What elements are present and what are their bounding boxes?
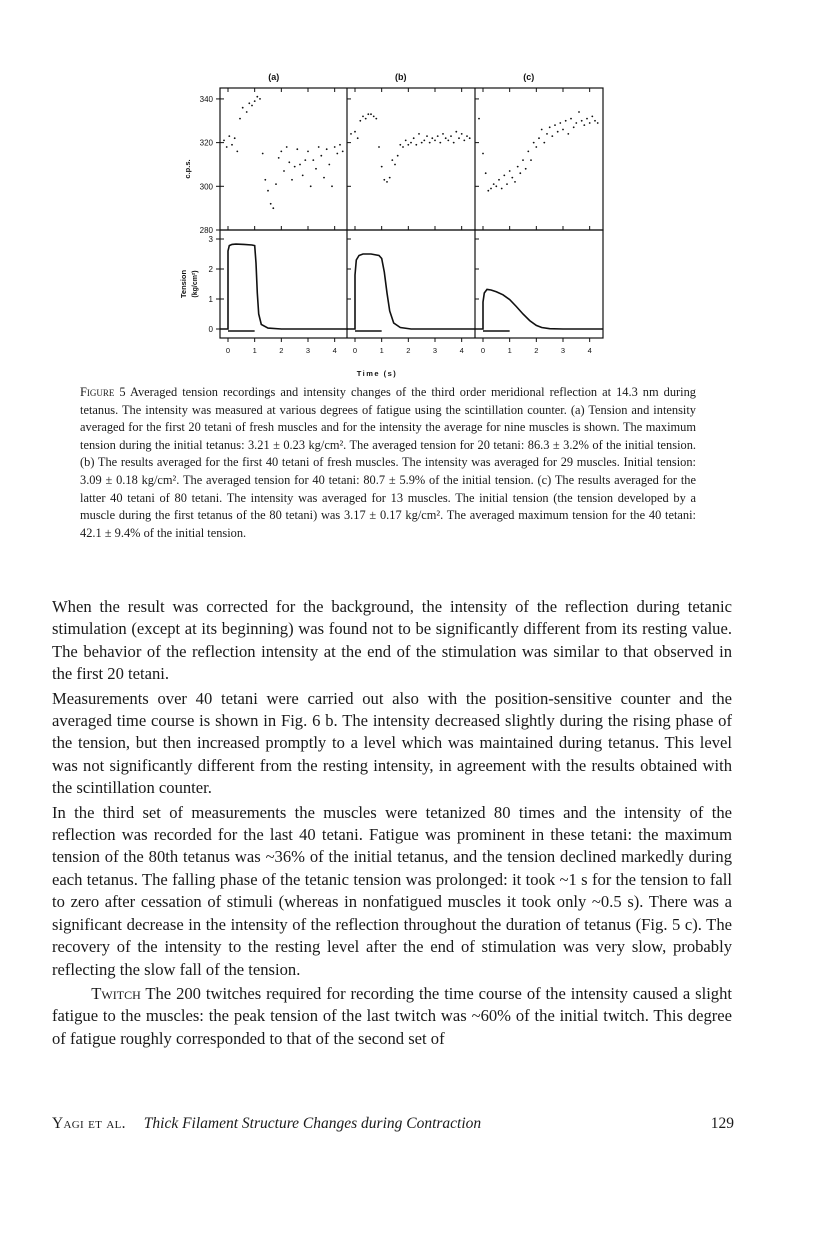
time-tick-label: 2 (279, 346, 284, 355)
time-tick-label: 0 (480, 346, 486, 355)
intensity-point (367, 113, 369, 115)
time-tick-label: 1 (252, 346, 257, 355)
intensity-point (336, 153, 338, 155)
intensity-point (280, 151, 282, 153)
intensity-point (375, 118, 377, 120)
intensity-point (307, 151, 309, 153)
paragraph-3: In the third set of measurements the muscles were tetanized 80 times and the intensity of the reflection was recorded for the last 40 tetani. Fatigue was prominent in these tetani: the maximum tension of the 80th tetanus was ~36% of the initial tetanus, and the tension declined markedly during each tetanus. The falling phase of the tetanic tension was prolonged: it took ~1 s for the tension to fall to zero after cessation of stimuli (whereas in nonfatigued muscles it took only ~0.5 s). There was a significant decrease in the intensity of the reflection throughout the duration of tetanus (Fig. 5 c). The recovery of the intensity to the resting level after the end of stimulation was very slow, probably reflecting the slow fall of the tension. (52, 802, 732, 979)
intensity-point (283, 170, 285, 172)
intensity-point (431, 137, 433, 139)
intensity-point (410, 142, 412, 144)
intensity-point (405, 140, 407, 142)
intensity-point (495, 185, 497, 187)
intensity-point (463, 140, 465, 142)
intensity-point (543, 142, 545, 144)
intensity-point (342, 151, 344, 153)
intensity-point (578, 111, 580, 113)
intensity-point (381, 166, 383, 168)
intensity-point (415, 144, 417, 146)
intensity-point (350, 133, 352, 135)
intensity-point (373, 116, 375, 118)
tension-unit-label: (kg/cm²) (192, 270, 199, 298)
figure-5-chart (170, 60, 620, 380)
intensity-point (365, 118, 367, 120)
cps-tick-label: 280 (199, 226, 213, 235)
intensity-point (299, 164, 301, 166)
intensity-point (551, 135, 553, 137)
intensity-point (583, 124, 585, 126)
intensity-point (323, 177, 325, 179)
intensity-point (575, 122, 577, 124)
cps-tick-label: 340 (199, 94, 213, 104)
tension-tick-label: 0 (208, 325, 213, 334)
intensity-point (357, 137, 359, 139)
body-text (52, 596, 732, 1052)
intensity-point (310, 185, 312, 187)
intensity-point (421, 142, 423, 144)
intensity-point (328, 164, 330, 166)
time-tick-label: 3 (305, 346, 311, 355)
intensity-point (394, 164, 396, 166)
intensity-point (533, 142, 535, 144)
intensity-point (304, 159, 306, 161)
intensity-point (397, 155, 399, 157)
caption-text: Averaged tension recordings and intensity changes of the third order meridional reflection at 14.3 nm during tetanus. The intensity was measured at various degrees of fatigue using the scintillation counter. (a) Tension and intensity averaged for the first 20 tetani of fresh muscles and for the intensity the average for nine muscles is shown. The maximum tension during the initial tetanus: 3.21 ± 0.23 kg/cm². The averaged tension for 20 tetani: 86.3 ± 3.2% of the initial tension. (b) The results averaged for the first 40 tetani of fresh muscles. The intensity was averaged for 29 muscles. Initial tension: 3.09 ± 0.18 kg/cm². The averaged tension for 40 tetani: 80.7 ± 5.9% of the initial tension. (c) The results averaged for the latter 40 tetani of 80 tetani. The intensity was averaged for 13 muscles. The initial tension (the tension developed by a muscle during the first tetanus of the 80 tetani) was 3.17 ± 0.17 kg/cm². The averaged maximum tension for the 40 tetani: 42.1 ± 9.4% of the initial tension. (80, 385, 696, 540)
paragraph-1: When the result was corrected for the background, the intensity of the reflection during tetanic stimulation (except at its beginning) was found not to be significantly different from its resting value. The behavior of the reflection intensity at the end of the stimulation was similar to that observed in the first 20 tetani. (52, 597, 732, 684)
intensity-point (466, 135, 468, 137)
intensity-point (262, 153, 264, 155)
panel-label: (b) (395, 72, 407, 82)
intensity-point (501, 188, 503, 190)
intensity-point (557, 131, 559, 133)
intensity-point (525, 168, 527, 170)
intensity-point (426, 135, 428, 137)
tension-tick-label: 3 (208, 235, 213, 244)
intensity-point (383, 179, 385, 181)
intensity-point (264, 179, 266, 181)
caption-lead: Figure 5 (80, 385, 126, 399)
intensity-point (223, 140, 225, 142)
intensity-point (236, 151, 238, 153)
tension-trace (220, 244, 348, 329)
intensity-point (370, 113, 372, 115)
intensity-point (549, 126, 551, 128)
page-footer (52, 1115, 734, 1137)
time-tick-label: 1 (379, 346, 384, 355)
time-tick-label: 1 (507, 346, 512, 355)
cps-tick-label: 320 (199, 138, 213, 148)
intensity-point (291, 179, 293, 181)
intensity-point (591, 116, 593, 118)
intensity-point (318, 146, 320, 148)
intensity-point (437, 135, 439, 137)
intensity-point (275, 183, 277, 185)
intensity-point (389, 177, 391, 179)
intensity-point (478, 118, 480, 120)
tension-trace (347, 254, 475, 329)
tension-trace (475, 289, 603, 329)
intensity-point (450, 135, 452, 137)
intensity-point (535, 146, 537, 148)
intensity-point (567, 133, 569, 135)
intensity-point (267, 190, 269, 192)
footer-authors: Yagi et al. (52, 1115, 126, 1132)
intensity-point (434, 140, 436, 142)
intensity-point (517, 166, 519, 168)
intensity-point (294, 166, 296, 168)
intensity-point (503, 175, 505, 177)
intensity-point (490, 188, 492, 190)
intensity-point (455, 131, 457, 133)
footer-running-title: Thick Filament Structure Changes during Contraction (143, 1115, 482, 1132)
intensity-point (339, 144, 341, 146)
intensity-point (423, 140, 425, 142)
intensity-point (254, 100, 256, 102)
intensity-point (597, 122, 599, 124)
tension-frame (220, 230, 603, 338)
intensity-point (302, 175, 304, 177)
intensity-point (573, 126, 575, 128)
intensity-point (320, 155, 322, 157)
figure-caption (80, 384, 696, 542)
intensity-point (256, 96, 258, 98)
tension-tick-label: 2 (208, 265, 213, 274)
intensity-point (407, 144, 409, 146)
intensity-point (581, 120, 583, 122)
time-tick-label: 3 (432, 346, 438, 355)
time-tick-label: 4 (459, 346, 464, 355)
figure-5 (170, 60, 620, 380)
intensity-point (589, 122, 591, 124)
intensity-point (506, 183, 508, 185)
intensity-point (527, 151, 529, 153)
intensity-point (469, 137, 471, 139)
intensity-point (594, 120, 596, 122)
intensity-point (278, 157, 280, 159)
intensity-point (296, 148, 298, 150)
intensity-point (362, 116, 364, 118)
intensity-point (522, 159, 524, 161)
intensity-point (315, 168, 317, 170)
intensity-point (439, 142, 441, 144)
intensity-point (429, 142, 431, 144)
intensity-point (402, 146, 404, 148)
intensity-point (546, 133, 548, 135)
time-tick-label: 4 (332, 346, 337, 355)
intensity-point (442, 133, 444, 135)
intensity-point (482, 153, 484, 155)
intensity-point (334, 146, 336, 148)
intensity-point (331, 185, 333, 187)
panel-label: (c) (523, 72, 535, 82)
paragraph-2: Measurements over 40 tetani were carried out also with the position-sensitive counter and the averaged time course is shown in Fig. 6 b. The intensity decreased slightly during the rising phase of the tension, but then increased promptly to a level which was maintained during tetanus. This level was not significantly different from the resting intensity, in agreement with the results obtained with the scintillation counter. (52, 688, 732, 798)
intensity-point (359, 120, 361, 122)
intensity-point (541, 129, 543, 131)
intensity-point (399, 144, 401, 146)
intensity-point (485, 172, 487, 174)
time-tick-label: 0 (352, 346, 358, 355)
intensity-frame (220, 88, 603, 230)
time-tick-label: 0 (225, 346, 231, 355)
paragraph-4-text: The 200 twitches required for recording the time course of the intensity caused a slight fatigue to the muscles: the peak tension of the last twitch was ~60% of the initial twitch. This degree of fatigue roughly corresponded to that of the second set of (52, 983, 733, 1048)
intensity-point (391, 159, 393, 161)
intensity-point (509, 170, 511, 172)
intensity-point (270, 203, 272, 205)
intensity-point (326, 148, 328, 150)
intensity-point (570, 118, 572, 120)
tension-tick-label: 1 (208, 295, 213, 304)
intensity-point (378, 146, 380, 148)
intensity-point (514, 181, 516, 183)
intensity-point (413, 137, 415, 139)
section-heading-twitch: Twitch (91, 983, 141, 1003)
intensity-point (242, 107, 244, 109)
time-tick-label: 4 (587, 346, 592, 355)
intensity-point (565, 120, 567, 122)
intensity-point (259, 98, 261, 100)
intensity-point (487, 190, 489, 192)
intensity-point (447, 140, 449, 142)
cps-tick-label: 300 (199, 182, 213, 192)
intensity-point (538, 137, 540, 139)
tension-axis-label: Tension (179, 269, 188, 299)
intensity-point (418, 133, 420, 135)
intensity-point (226, 146, 228, 148)
intensity-point (386, 181, 388, 183)
intensity-point (530, 159, 532, 161)
intensity-point (228, 135, 230, 137)
intensity-point (445, 137, 447, 139)
panel-label: (a) (268, 72, 280, 82)
cps-axis-label: c.p.s. (183, 159, 192, 179)
time-tick-label: 2 (534, 346, 539, 355)
intensity-point (498, 179, 500, 181)
page-number: 129 (710, 1115, 734, 1132)
intensity-point (251, 105, 253, 107)
intensity-point (288, 161, 290, 163)
time-tick-label: 2 (406, 346, 411, 355)
intensity-point (312, 159, 314, 161)
intensity-point (519, 172, 521, 174)
intensity-point (246, 111, 248, 113)
intensity-point (586, 118, 588, 120)
intensity-point (239, 118, 241, 120)
intensity-point (559, 122, 561, 124)
intensity-point (286, 146, 288, 148)
intensity-point (562, 129, 564, 131)
intensity-point (231, 144, 233, 146)
intensity-point (234, 137, 236, 139)
intensity-point (511, 177, 513, 179)
time-tick-label: 3 (560, 346, 566, 355)
intensity-point (272, 207, 274, 209)
intensity-point (453, 142, 455, 144)
intensity-point (458, 137, 460, 139)
time-axis-label: Time (s) (356, 369, 398, 378)
intensity-point (461, 133, 463, 135)
intensity-point (554, 124, 556, 126)
paragraph-4 (52, 983, 732, 1050)
intensity-point (493, 183, 495, 185)
intensity-point (248, 102, 250, 104)
intensity-point (354, 131, 356, 133)
